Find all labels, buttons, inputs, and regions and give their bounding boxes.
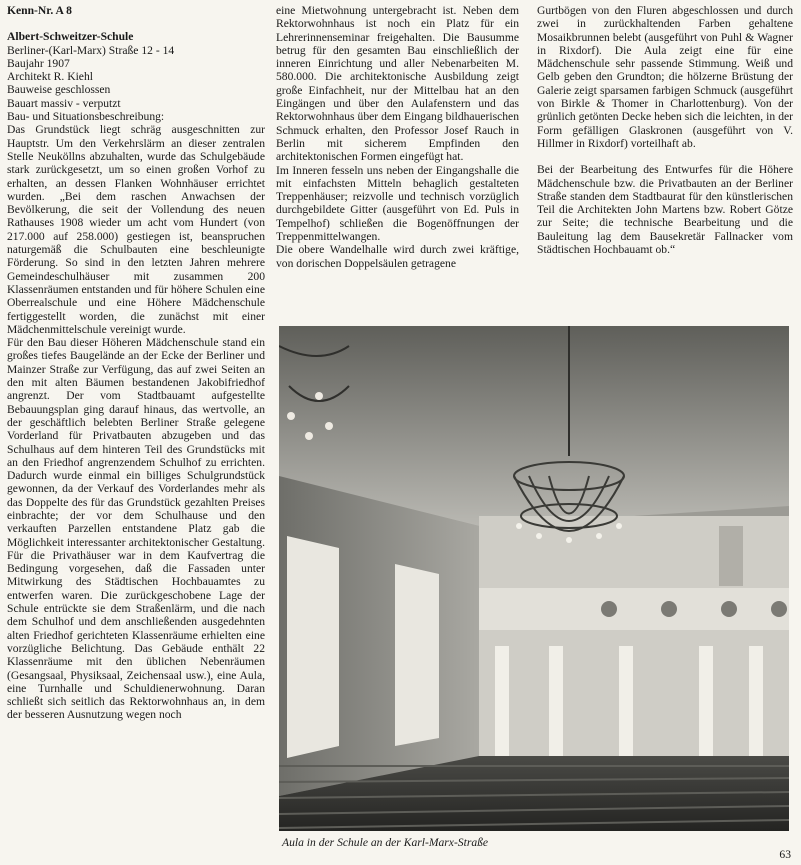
paragraph: Das Grundstück liegt schräg ausgeschnitten zur Hauptstr. Um den Verkehrslärm an dieser zentralen Stelle Neuköllns abzuhalten, wurde das Schulgebäude stark zurückgesetzt, um so einen großen Vorhof zu erhalten, an dessen Flanken Wohnhäuser errichtet wurden. „Bei dem raschen Anwachsen der Bevölkerung, die seit der Vollendung des neuen Rathauses 1908 wieder um acht vom Hundert (von 217.000 auf 258.000) gestiegen ist, beanspruchen naturgemäß die Schulbauten eine beschleunigte Förderung. So sind in den letzten Jahren mehrere Gemeindeschulhäuser mit zusammen 200 Klassenräumen entstanden und für höhere Schulen eine Oberrealschule und eine Höhere Mädchenschule fertiggestellt worden, die zunächst mit einer Mädchenmittelschule vereinigt wurde.	[7, 123, 265, 336]
meta-year: Baujahr 1907	[7, 56, 70, 70]
meta-material: Bauart massiv - verputzt	[7, 96, 121, 110]
document-title: Albert-Schweitzer-Schule	[7, 30, 134, 44]
kenn-nr: Kenn-Nr. A 8	[7, 4, 72, 17]
paragraph: Für den Bau dieser Höheren Mädchenschule stand ein großes tiefes Baugelände an der Ecke der Berliner und Mainzer Straße zur Verfügung, das auf zwei Seiten an den mit alten Bäumen bestandenen Jakobifriedhof angrenzt. Der vom Stadtbauamt aufgestellte Bebauungsplan ging darauf hinaus, das wertvolle, an der geschäftlich belebten Berliner Straße gelegene Vorderland für Privatbauten abzugeben und das Schulhaus auf dem hinteren Teil des Grundstücks mit an den Friedhof angrenzendem Schulhof zu errichten. Dadurch wurde einmal ein billiges Schulgrundstück gewonnen, da der Verkauf des Vorderlandes mehr als das Doppelte des für das Grundstück gezahlten Preises einbrachte; der vor dem Schulhause und den verkauften Parzellen entstandene Platz gab die Möglichkeit interessanter architektonischer Gestaltung. Für die Privathäuser war in dem Kaufvertrag die Bedingung vorgesehen, daß die Fassaden unter Mitwirkung des Städtischen Hochbauamtes zu entwerfen waren. Die zurückgeschobene Lage der Schule entrückte sie dem Straßenlärm, und die nach dem Schulhof und dem anschließenden ausgedehnten alten Friedhof gerichteten Klassenräume erhielten eine vorzügliche Belichtung. Das Gebäude enthält 22 Klassenräume mit den üblichen Nebenräumen (Gesangsaal, Physiksaal, Zeichensaal usw.), eine Aula, eine Turnhalle und Schuldienerwohnung. Daran schließt sich seitlich das Rektorwohnhaus an, in dem der besseren Ausnutzung wegen noch	[7, 336, 265, 722]
meta-address: Berliner-(Karl-Marx) Straße 12 - 14	[7, 43, 175, 57]
meta-architect: Architekt R. Kiehl	[7, 70, 93, 84]
meta-construction: Bauweise geschlossen	[7, 83, 111, 97]
text-column-3	[537, 4, 793, 256]
text-column-2	[276, 4, 519, 270]
page-number: 63	[779, 848, 791, 861]
meta-description-heading: Bau- und Situationsbeschreibung:	[7, 110, 165, 124]
paragraph: Die obere Wandelhalle wird durch zwei kräftige, von dorischen Doppelsäulen getragene	[276, 243, 519, 270]
paragraph: eine Mietwohnung untergebracht ist. Neben dem Rektorwohnhaus ist noch ein Platz für ein Lehrerinnenseminar freigehalten. Die Bausumme betrug für den gesamten Bau einschließlich der inneren Einrichtung und aller Nebenarbeiten M. 580.000. Die architektonische Ausbildung zeigt große Einfachheit, nur der Mittelbau hat an den Eingängen und über den Aulafenstern und das Rektorwohnhaus über dem Eingang bildhauerischen Schmuck erhalten, den Professor Josef Rauch in Berlin mit sicherem Empfinden den architektonischen Formen eingefügt hat.	[276, 4, 519, 164]
paragraph: Gurtbögen von den Fluren abgeschlossen und durch zwei in zurückhaltenden Farben gehaltene Mosaikbrunnen belebt (ausgeführt von Puhl & Wagner in Rixdorf). Die Aula zeigt eine für eine Mädchenschule sehr passende Stimmung. Weiß und Gelb geben den Grundton; die hölzerne Brüstung der Galerie zeigt sparsamen farbigen Schmuck (ausgeführt von Birkle & Thomer in Charlottenburg). Von der grünlich getönten Decke heben sich die leichten, in der Form gefälligen Glaskronen (ausgeführt von V. Hillmer in Rixdorf) vorteilhaft ab.	[537, 4, 793, 150]
aula-photo	[279, 326, 789, 831]
paragraph: Im Inneren fesseln uns neben der Eingangshalle die mit einfachsten Mitteln behaglich gestalteten Treppenhäuser; reizvolle und technisch vorzüglich durchgebildete Gitter (ausgeführt von Ed. Puls in Tempelhof) schließen die Bogenöffnungen der Treppenmittelwangen.	[276, 163, 519, 244]
text-column-1	[7, 4, 265, 722]
paragraph: Bei der Bearbeitung des Entwurfes für die Höhere Mädchenschule bzw. die Privatbauten an der Berliner Straße standen dem Stadtbaurat für den künstlerischen Teil die Architekten John Martens bzw. Robert Götze zur Seite; die technische Bearbeitung und die Bauleitung lag dem Bausekretär Fallnacker vom Städtischen Hochbauamt ob.“	[537, 163, 793, 257]
photo-caption: Aula in der Schule an der Karl-Marx-Straße	[282, 836, 489, 849]
